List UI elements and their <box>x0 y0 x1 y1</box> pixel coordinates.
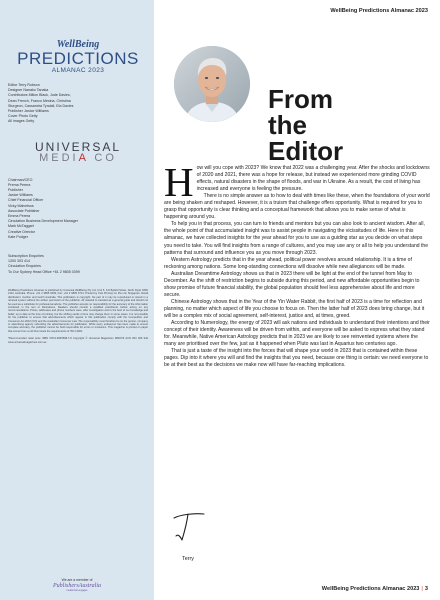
staff-line: Mark McTaggart <box>8 224 34 229</box>
member-label: We are a member of <box>61 578 93 582</box>
page-title <box>268 86 428 164</box>
article-paragraph: There is no simple answer as to how to deal with times like these, when the foundations of your world are being shaken and reshaped. However, it is a truism that challenge offers opportunity. What is required for you to grasp that opportunity is clear thinking and a conceptual framework that allows you to make sense of what is happening around you. <box>164 193 430 221</box>
subscription-info <box>8 254 148 275</box>
staff-line: Kate Podger <box>8 234 28 239</box>
credit-line: Designer Nanako Tanaka <box>8 88 49 93</box>
logo-predictions: PREDICTIONS <box>17 49 139 68</box>
staff-line: Emma Perera <box>8 214 31 219</box>
paragraph-text: ow will you cope with 2023? We know that 2022 was a challenging year. After the shocks and lockdowns of 2020 and 2021, there was a hope for release, but instead we experienced more grinding COVID effects, natural disasters in the shape of floods, and war in Ukraine. As a result, the cost of living has increased and everyone is feeling the pressure. <box>196 165 430 193</box>
editor-name: Terry <box>182 556 194 562</box>
staff-line: Chairman/CEO <box>8 177 33 182</box>
title-line: the <box>268 110 307 140</box>
credit-line: Publisher Janice Williams <box>8 109 49 114</box>
publication-logo <box>8 40 148 75</box>
legal-disclaimer: WellBeing Predictions Almanac is published by Universal WellBeing Pty Ltd, Unit 5, 6-8 Byfield Street, North Ryde NSW 2113, Australia. Phone: +61 2 9805 0399, Fax: +61 2 9805 0714. Printed by KHL Printing Co Pte Ltd, Singapore. Retail distribution: Gordon and Gotch Australia. This publication is copyright. No part of it may be reproduced or stored in a retrieval system without the written permission of the publisher. All material is intended as a general guide and should not be used as a substitute for professional advice. The publisher accepts no responsibility for the accuracy of the information contained in the text or illustrations. Readers should consult a qualified practitioner before acting on any recommendations. Prices, addresses and phone numbers were, after investigation and to the best of our knowledge and belief, up to date at the time of printing, but the shifting sands of time may change them in some cases. It is not possible for the publisher to ensure that advertisements which appear in this publication comply with the Competition and Consumer Act 2010 (Cth) and the Australian Consumer Law. The responsibility must therefore be on the person, company or advertising agency submitting the advertisements for publication. While every endeavour has been made to ensure complete accuracy, the publisher cannot be held responsible for errors or omissions. This magazine is printed on paper that comes from a mill that meets the requirements of ISO 14001. <box>8 288 148 333</box>
article-paragraph: Chinese Astrology shows that in the Year of the Yin Water Rabbit, the first half of 2023 is a time for reflection and planning, no matter which aspect of life you choose to focus on. Then the latter half of 2023 does bring change, but it will be a complex mix of social agreement, self-interest, justice and, at times, greed. <box>164 298 425 319</box>
isbn-copyright: *Recommended retail price ISBN 978-0-9925598-7-8 Copyright © Universal Magazines MMXXII ACN 003 026 944 www.universalmagazines.com.au <box>8 337 148 344</box>
staff-line: Vicky Malvetsos <box>8 203 34 208</box>
credit-line: Editor Terry Robson <box>8 83 40 87</box>
article-paragraph <box>164 159 430 205</box>
subscription-line: Subscription Enquiries <box>8 254 44 259</box>
article-paragraph: Western Astrology predicts that in the year ahead, political power revolves around relationship. It is a time of reckoning among nations. Some long-standing connections will dissolve while new allegiances will be made. <box>164 256 412 270</box>
credit-line: All images Getty <box>8 119 35 124</box>
universal-media-logo <box>8 141 148 164</box>
article-paragraph: To help you in that process, you can turn to friends and mentors but you can also look to ancient wisdom. After all, the whole point of that accumulated insight was to assist people in navigating the vicissitudes of life. Here in this almanac, we have collected insights for the year ahead for you to use as a guiding star as you decide on what steps you need to take. You will find insights from a range of cultures, and you may use any or all to help you understand the patterns that surround and influence you as you move through 2023. <box>164 221 429 256</box>
editorial-credits <box>8 83 148 125</box>
publishers-australia-tagline: media that engages <box>66 589 88 592</box>
drop-cap: H <box>164 159 194 205</box>
masthead-sidebar <box>0 0 154 600</box>
logo-almanac: ALMANAC 2023 <box>51 67 105 74</box>
logo-media-post: CO <box>88 151 117 164</box>
editor-portrait <box>174 46 250 122</box>
logo-media-co <box>8 153 148 164</box>
running-footer <box>322 586 428 592</box>
logo-media-pre: MEDI <box>39 151 79 164</box>
subscription-line: 1300 303 414 <box>8 259 30 264</box>
footer-separator: | <box>421 586 423 592</box>
staff-list <box>8 178 148 240</box>
editor-portrait-image <box>174 46 250 122</box>
article-paragraph: According to Numerology, the energy of 2023 will ask nations and individuals to understand their intentions and their concept of their identity. Awareness will be driven from within, and everyone will be asked to express what they stand for. Meanwhile, Native American Astrology predicts that in 2023 we are likely to see reinvented systems where the many are prioritised over the few, just as it happened when Pluto was last in Aquarius two centuries ago. <box>164 320 430 348</box>
staff-line: Prema Perera <box>8 182 31 187</box>
footer-title: WellBeing Predictions Almanac 2023 <box>321 586 420 592</box>
logo-universal: UNIVERSAL <box>34 139 122 154</box>
staff-line: Creative Director <box>8 229 35 234</box>
credit-line: Cover Photo Getty <box>8 114 38 119</box>
article-paragraph: Australian Dreamtime Astrology shows us that in 2023 there will be light at the end of the tunnel from May to December. As the shift of restriction begins to subside during this period, and new affordable opportunities begin to show promise of future financial stability, the global population should feel less apprehensive about life and more secure. <box>164 270 420 298</box>
title-line: Editor <box>268 136 344 166</box>
staff-line: Associate Publisher <box>8 208 40 213</box>
logo-media-accent: A <box>78 151 89 164</box>
credit-line: Dean French, Franco Mesina, Christina <box>8 98 71 103</box>
article-paragraph: That is just a taste of the insight into the forces that will shape your world in 2023 that is contained within these pages. Dip into it where you will and find the insights that you need, because one thing is certain: we need everyone to be at their best as the decisions we make now will have far-reaching implications. <box>164 348 429 369</box>
staff-line: Circulation Business Development Manager <box>8 219 78 224</box>
credit-line: Sturgeon, Cassandra Tyndall, Ela Davies <box>8 103 74 108</box>
logo-wellbeing: WellBeing <box>56 39 100 50</box>
page-number: 3 <box>424 586 428 592</box>
editor-signature <box>170 510 210 544</box>
running-header: WellBeing Predictions Almanac 2023 <box>330 8 428 14</box>
member-badge <box>0 578 154 592</box>
staff-line: Chief Financial Officer <box>8 198 44 203</box>
credit-line: Contributors Milton Black, Jude Davies, <box>8 93 71 98</box>
subscription-line: Circulation Enquiries <box>8 264 41 269</box>
staff-line: Janice Williams <box>8 193 33 198</box>
editorial-body <box>164 159 430 369</box>
title-line: From <box>268 84 333 114</box>
staff-line: Publisher <box>8 188 23 193</box>
publishers-australia-logo: PublishersAustralia <box>52 583 101 589</box>
subscription-line: To Our Sydney Head Office +61 2 9805 0399 <box>8 269 80 274</box>
